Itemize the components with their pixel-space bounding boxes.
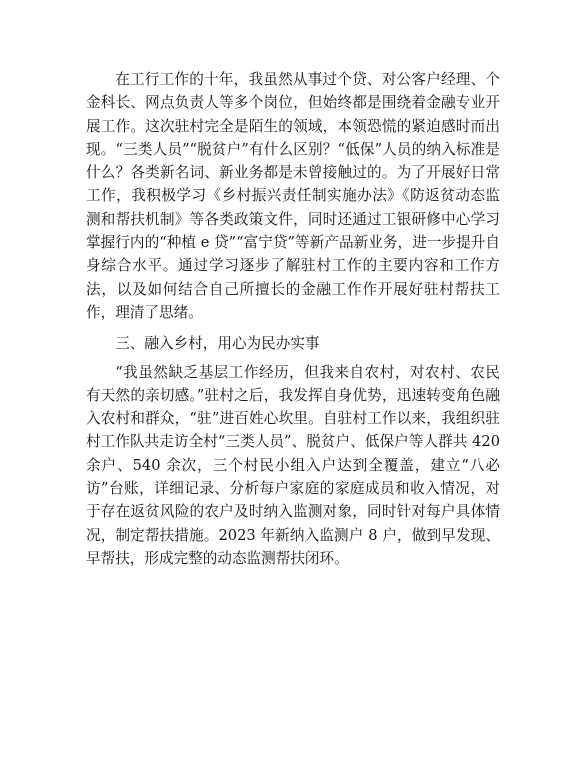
body-paragraph-2: “我虽然缺乏基层工作经历，但我来自农村，对农村、农民有天然的亲切感。”驻村之后，我发挥自身优势，迅速转变角色融入农村和群众，“驻”进百姓心坎里。自驻村工作以来，我组织驻村工作队共走访全村“三类人员”、脱贫户、低保户等人群共 420 余户、540 余次，三个村民小组入户达到全覆盖，建立“八必访”台账，详细记录、分析每户家庭的家庭成员和收入情况，对于存在返贫风险的农户及时纳入监测对象，同时针对每户具体情况，制定帮扶措施。2023 年新纳入监测户 8 户，做到早发现、早帮扶，形成完整的动态监测帮扶闭环。 [86, 363, 500, 567]
body-paragraph-1: 在工行工作的十年，我虽然从事过个贷、对公客户经理、个金科长、网点负责人等多个岗位，但始终都是围绕着金融专业开展工作。这次驻村完全是陌生的领域，本领恐慌的紧迫感时而出现。“三类人员”“脱贫户”有什么区别？“低保”人员的纳入标准是什么？各类新名词、新业务都是未曾接触过的。为了开展好日常工作，我积极学习《乡村振兴责任制实施办法》《防返贫动态监测和帮扶机制》等各类政策文件，同时还通过工银研修中心学习掌握行内的“种植 e 贷”“富宁贷”等新产品新业务，进一步提升自身综合水平。通过学习逐步了解驻村工作的主要内容和工作方法，以及如何结合自己所擅长的金融工作作开展好驻村帮扶工作，理清了思绪。 [86, 71, 500, 321]
section-heading: 三、融入乡村，用心为民办实事 [115, 335, 320, 353]
document-body [86, 68, 500, 570]
